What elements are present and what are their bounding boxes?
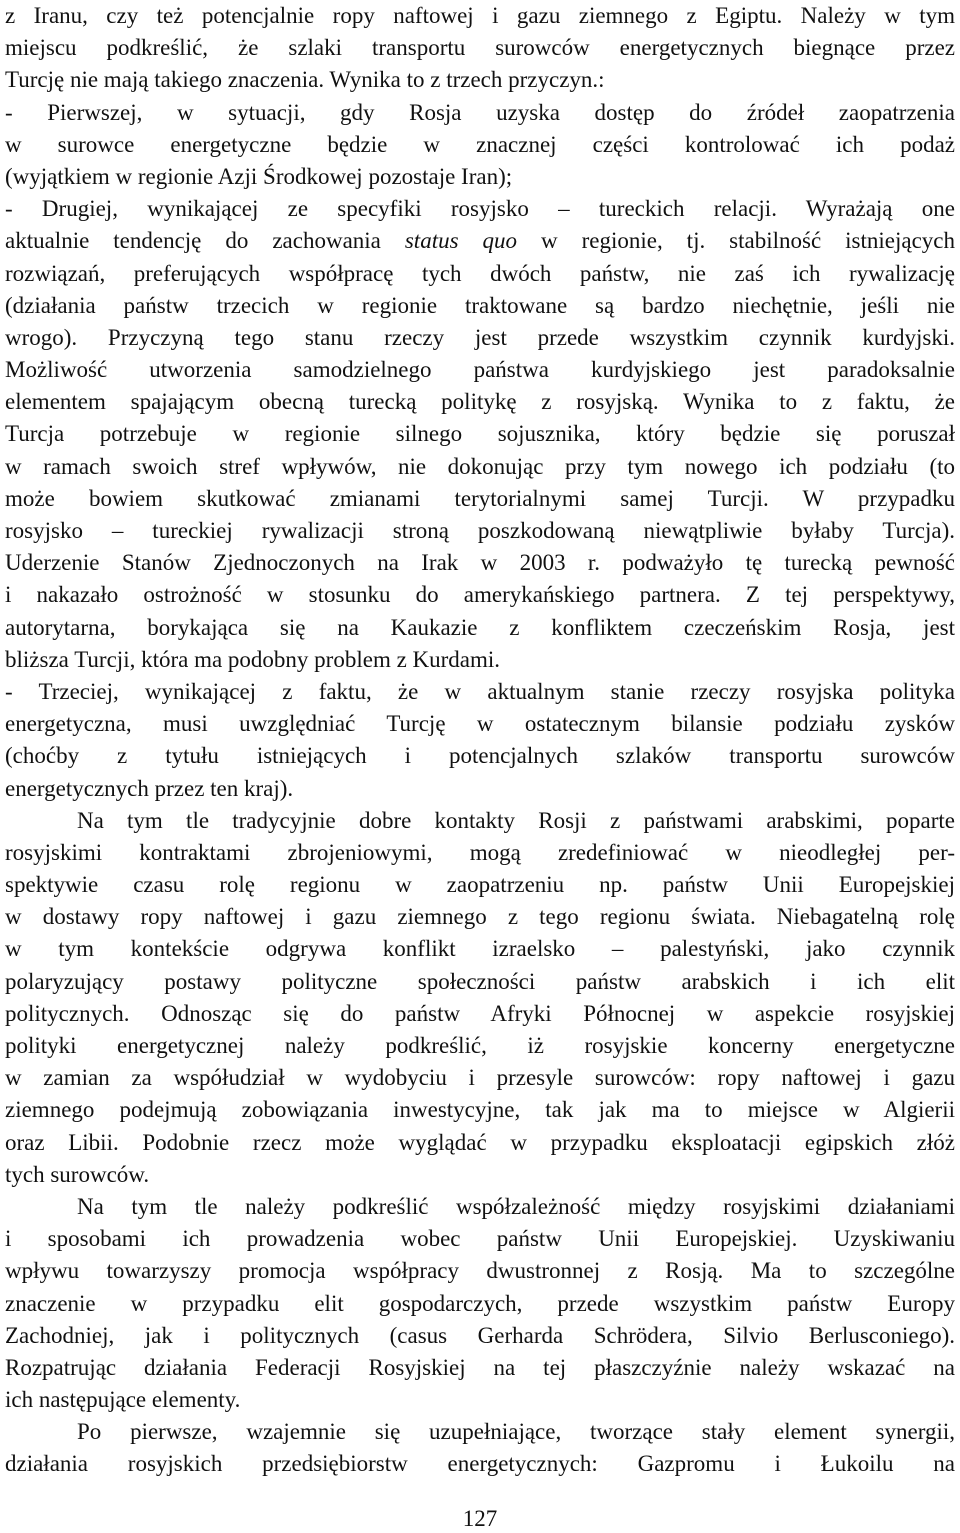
- body-text: [5, 0, 955, 1481]
- text-line: w tym kontekście odgrywa konflikt izraelsko – palestyński, jako czynnik: [5, 936, 955, 962]
- text-line: bliższa Turcji, która ma podobny problem z Kurdami.: [5, 646, 501, 672]
- text-line: energetycznych przez ten kraj).: [5, 775, 294, 801]
- text-line: politycznych. Odnosząc się do państw Afryki Północnej w aspekcie rosyjskiej: [5, 1000, 955, 1026]
- italic-term: status quo: [404, 228, 518, 254]
- paragraph-first-line: [5, 1191, 955, 1223]
- list-item-line: - Trzeciej, wynikającej z faktu, że w aktualnym stanie rzeczy rosyjska polityka: [5, 678, 955, 704]
- text-line: elementem spajającym obecną turecką politykę z rosyjską. Wynika to z faktu, że: [5, 389, 955, 415]
- list-item-line: - Drugiej, wynikającej ze specyfiki rosyjsko – tureckich relacji. Wyrażają one: [5, 196, 955, 222]
- text-line: energetyczna, musi uwzględniać Turcję w ostatecznym bilansie podziału zysków: [5, 711, 955, 737]
- text-line: miejscu podkreślić, że szlaki transportu surowców energetycznych biegnące przez: [5, 35, 955, 61]
- text-line: autorytarna, borykająca się na Kaukazie z konfliktem czeczeńskim Rosja, jest: [5, 614, 955, 640]
- text-line: i nakazało ostrożność w stosunku do amerykańskiego partnera. Z tej perspektywy,: [5, 582, 955, 608]
- paragraph-first-line: [5, 1416, 955, 1448]
- text-line: polaryzujący postawy polityczne społeczności państw arabskich i ich elit: [5, 968, 955, 994]
- text-line: (działania państw trzecich w regionie traktowane są bardzo niechętnie, jeśli nie: [5, 292, 955, 318]
- text-line: polityki energetycznej należy podkreślić, iż rosyjskie koncerny energetyczne: [5, 1033, 955, 1058]
- text-line: w surowce energetyczne będzie w znacznej części kontrolować ich podaż: [5, 131, 955, 157]
- text-line: Zachodniej, jak i politycznych (casus Gerharda Schrödera, Silvio Berlusconiego).: [5, 1322, 955, 1348]
- text-line: znaczenie w przypadku elit gospodarczych, przede wszystkim państw Europy: [5, 1290, 955, 1316]
- paragraph-first-line: [5, 805, 955, 837]
- text-line: (choćby z tytułu istniejących i potencjalnych szlaków transportu surowców: [5, 743, 955, 769]
- text-line: spektywie czasu rolę regionu w zaopatrzeniu np. państw Unii Europejskiej: [5, 872, 955, 898]
- text-line: w zamian za współudział w wydobyciu i przesyle surowców: ropy naftowej i gazu: [5, 1065, 955, 1091]
- text-line: w dostawy ropy naftowej i gazu ziemnego z tego regionu świata. Niebagatelną rolę: [5, 904, 955, 930]
- text-line: ich następujące elementy.: [5, 1387, 241, 1413]
- text-line: tych surowców.: [5, 1161, 150, 1187]
- text-line: rosyjskimi kontraktami zbrojeniowymi, mogą zredefiniować w nieodległej per-: [5, 839, 955, 865]
- text-line: wpływu towarzyszy promocja współpracy dwustronnej z Rosją. Ma to szczególne: [5, 1258, 955, 1284]
- text-line: Możliwość utworzenia samodzielnego państwa kurdyjskiego jest paradoksalnie: [5, 357, 955, 383]
- list-item-line: - Pierwszej, w sytuacji, gdy Rosja uzyska dostęp do źródeł zaopatrzenia: [5, 99, 955, 125]
- text-line: ziemnego podejmują zobowiązania inwestycyjne, tak jak ma to miejsce w Algierii: [5, 1097, 955, 1123]
- text-line: w ramach swoich stref wpływów, nie dokonując przy tym nowego ich podziału (to: [5, 453, 955, 479]
- text-line: może bowiem skutkować zmianami terytorialnymi samej Turcji. W przypadku: [5, 485, 955, 511]
- text-line: rosyjsko – tureckiej rywalizacji stroną poszkodowaną niewątpliwie byłaby Turcja).: [5, 518, 955, 543]
- text-line: z Iranu, czy też potencjalnie ropy naftowej i gazu ziemnego z Egiptu. Należy w tym: [5, 3, 955, 28]
- text-line: (wyjątkiem w regionie Azji Środkowej pozostaje Iran);: [5, 163, 513, 189]
- text-segment: Po pierwsze, wzajemnie się uzupełniające, tworzące stały element synergii,: [77, 1419, 955, 1445]
- text-segment: aktualnie tendencję do zachowania: [5, 228, 405, 254]
- text-line: Rozpatrując działania Federacji Rosyjskiej na tej płaszczyźnie należy wskazać na: [5, 1354, 955, 1380]
- text-line: Turcja potrzebuje w regionie silnego sojusznika, który będzie się poruszał: [5, 421, 955, 447]
- text-line: wrogo). Przyczyną tego stanu rzeczy jest przede wszystkim czynnik kurdyjski.: [5, 324, 955, 350]
- text-line: działania rosyjskich przedsiębiorstw energetycznych: Gazpromu i Łukoilu na: [5, 1451, 955, 1477]
- text-line: i sposobami ich prowadzenia wobec państw Unii Europejskiej. Uzyskiwaniu: [5, 1226, 955, 1252]
- text-line: rozwiązań, preferujących współpracę tych dwóch państw, nie zaś ich rywalizację: [5, 260, 955, 286]
- text-segment: Na tym tle należy podkreślić współzależność między rosyjskimi działaniami: [77, 1193, 955, 1219]
- text-line: [5, 225, 955, 257]
- text-segment: w regionie, tj. stabilność istniejących: [517, 228, 955, 254]
- text-segment: Na tym tle tradycyjnie dobre kontakty Rosji z państwami arabskimi, poparte: [77, 807, 955, 833]
- text-line: oraz Libii. Podobnie rzecz może wyglądać w przypadku eksploatacji egipskich złóż: [5, 1129, 955, 1155]
- page-number: 127: [462, 1506, 498, 1531]
- text-line: Turcję nie mają takiego znaczenia. Wynika to z trzech przyczyn.:: [5, 67, 605, 93]
- text-line: Uderzenie Stanów Zjednoczonych na Irak w 2003 r. podważyło tę turecką pewność: [5, 550, 955, 576]
